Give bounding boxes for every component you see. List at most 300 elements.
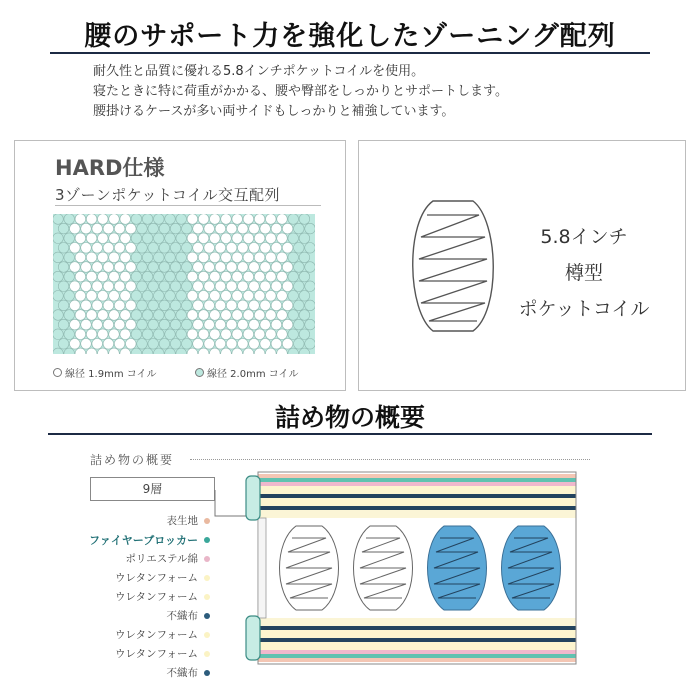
coil-cell	[53, 291, 63, 302]
coil-cell	[288, 310, 299, 321]
layer-item	[30, 606, 210, 625]
coil-cell	[266, 291, 277, 302]
layer-name: ウレタンフォーム	[114, 572, 198, 584]
filling-label: 詰め物の概要	[90, 453, 175, 467]
coil-cell	[238, 243, 249, 254]
layer-item	[30, 644, 210, 663]
coil-cell	[64, 329, 75, 340]
coil-cell	[109, 291, 120, 302]
coil-cell	[182, 223, 193, 234]
coil-cell	[86, 329, 97, 340]
coil-cell	[277, 291, 288, 302]
coil-cell	[282, 243, 293, 254]
coil-cell	[238, 300, 249, 311]
coil-cell	[131, 329, 142, 340]
coil-cell	[103, 281, 114, 292]
coil-cell	[260, 339, 271, 350]
coil-cell	[154, 291, 165, 302]
coil-cell	[271, 300, 282, 311]
coil-cell	[165, 329, 176, 340]
coil-cell	[92, 339, 103, 350]
coil-cell	[142, 329, 153, 340]
coil-cell	[98, 214, 109, 224]
coil-cell	[221, 252, 232, 263]
coil-cell	[271, 223, 282, 234]
coil-cell	[215, 319, 226, 330]
coil-description	[509, 219, 659, 327]
coil-cell	[114, 319, 125, 330]
coil-cell	[238, 262, 249, 273]
coil-cell	[120, 291, 131, 302]
coil-cell	[260, 300, 271, 311]
layer-count-box: 9層	[90, 477, 215, 501]
coil-cell	[170, 262, 181, 273]
coil-cell	[58, 300, 69, 311]
coil-cell	[86, 271, 97, 282]
coil-cell	[198, 233, 209, 244]
coil-cell	[170, 223, 181, 234]
coil-cell	[120, 329, 131, 340]
legend-thick-coil	[195, 365, 298, 380]
layer-item	[30, 530, 210, 549]
intro-line-3: 腰掛けるケースが多い両サイドもしっかりと補強しています。	[93, 104, 455, 119]
coil-cell	[271, 262, 282, 273]
coil-cell	[305, 300, 315, 311]
coil-cell	[294, 223, 305, 234]
coil-cell	[299, 233, 310, 244]
coil-cell	[226, 319, 237, 330]
coil-cell	[103, 223, 114, 234]
coil-cell	[271, 243, 282, 254]
coil-cell	[159, 339, 170, 350]
coil-cell	[53, 252, 63, 263]
coil-cell	[204, 319, 215, 330]
layer-name: 表生地	[166, 515, 198, 527]
coil-cell	[271, 339, 282, 350]
coil-cell	[92, 281, 103, 292]
coil-cell	[170, 300, 181, 311]
coil-cell	[142, 271, 153, 282]
coil-cell	[232, 310, 243, 321]
coil-cell	[103, 319, 114, 330]
layer-name: ウレタンフォーム	[114, 648, 198, 660]
coil-cell	[215, 243, 226, 254]
coil-cell	[198, 252, 209, 263]
coil-cell	[98, 310, 109, 321]
layer-name: ファイヤーブロッカー	[88, 533, 198, 547]
coil-cell	[198, 291, 209, 302]
coil-cell	[64, 233, 75, 244]
coil-cell	[294, 243, 305, 254]
layer-item	[30, 549, 210, 568]
coil-cell	[254, 271, 265, 282]
coil-cell	[243, 310, 254, 321]
coil-cell	[70, 300, 81, 311]
coil-cell	[226, 281, 237, 292]
mattress-cross-section	[200, 468, 580, 678]
coil-cell	[187, 271, 198, 282]
coil-cell	[299, 214, 310, 224]
coil-cell	[305, 262, 315, 273]
coil-cell	[64, 271, 75, 282]
coil-cell	[294, 262, 305, 273]
top-layer-stack	[258, 474, 576, 518]
coil-cell	[182, 243, 193, 254]
coil-cell	[254, 252, 265, 263]
coil-cell	[221, 329, 232, 340]
coil-cell	[260, 223, 271, 234]
coil-cell	[204, 281, 215, 292]
coil-cell	[98, 329, 109, 340]
coil-cell	[86, 291, 97, 302]
coil-cell	[53, 214, 63, 224]
hard-spec-divider	[55, 205, 321, 206]
coil-cell	[266, 271, 277, 282]
coil-cell	[232, 252, 243, 263]
coil-cell	[81, 281, 92, 292]
coil-cell	[75, 291, 86, 302]
coil-cell	[243, 271, 254, 282]
coil-cell	[170, 243, 181, 254]
coil-cell	[154, 233, 165, 244]
coil-cell	[305, 281, 315, 292]
coil-cell	[193, 281, 204, 292]
filling-dotted-line	[190, 459, 590, 460]
coil-cell	[249, 300, 260, 311]
coil-cell	[109, 214, 120, 224]
coil-cell	[243, 214, 254, 224]
coil-cell	[187, 310, 198, 321]
intro-line-2: 寝たときに特に荷重がかかる、腰や臀部をしっかりとサポートします。	[93, 84, 508, 99]
coil-cell	[64, 252, 75, 263]
layer-name: ウレタンフォーム	[114, 591, 198, 603]
coil-cell	[198, 271, 209, 282]
coil-cell	[294, 281, 305, 292]
coil-cell	[249, 339, 260, 350]
coil-cell	[53, 310, 63, 321]
coil-cell	[288, 271, 299, 282]
coil-cell	[215, 262, 226, 273]
coil-cell	[159, 223, 170, 234]
coil-cell	[254, 329, 265, 340]
coil-cell	[58, 223, 69, 234]
coil-cell	[131, 233, 142, 244]
coil-cell	[148, 319, 159, 330]
coil-cell	[170, 281, 181, 292]
coil-cell	[299, 291, 310, 302]
coil-cell	[142, 233, 153, 244]
coil-cell	[243, 329, 254, 340]
coil-cell	[137, 281, 148, 292]
coil-cell	[70, 223, 81, 234]
coil-cell	[176, 329, 187, 340]
coil-cell	[70, 339, 81, 350]
coil-cell	[114, 262, 125, 273]
coil-cell	[109, 271, 120, 282]
coil-cell	[294, 339, 305, 350]
coil-cell	[92, 223, 103, 234]
coil-cell	[305, 319, 315, 330]
coil-cell	[266, 214, 277, 224]
coil-cell	[126, 281, 137, 292]
coil-cell	[70, 262, 81, 273]
coil-cell	[131, 310, 142, 321]
coil-cell	[260, 243, 271, 254]
hard-spec-subtitle: 3ゾーンポケットコイル交互配列	[55, 186, 280, 204]
coil-cell	[98, 252, 109, 263]
intro-line-1: 耐久性と品質に優れる5.8インチポケットコイルを使用。	[93, 64, 425, 79]
legend-thick-label: 線径 2.0mm コイル	[207, 369, 299, 380]
legend-thin-dot	[53, 368, 62, 377]
coil-cell	[109, 310, 120, 321]
legend-thin-coil	[53, 365, 156, 380]
coil-cell	[193, 262, 204, 273]
coil-cell	[120, 233, 131, 244]
coil-cell	[226, 243, 237, 254]
coil-cell	[305, 339, 315, 350]
filling-divider	[48, 433, 652, 435]
coil-cell	[154, 310, 165, 321]
coil-cell	[142, 214, 153, 224]
title-divider	[50, 52, 650, 54]
coil-cell	[148, 300, 159, 311]
coil-cell	[215, 339, 226, 350]
coil-cell	[176, 233, 187, 244]
coil-cell	[294, 319, 305, 330]
coil-cell	[210, 291, 221, 302]
coil-cell	[282, 223, 293, 234]
coil-cell	[260, 319, 271, 330]
coil-cell	[254, 233, 265, 244]
coil-cell	[266, 310, 277, 321]
coil-cell	[282, 339, 293, 350]
coil-cell	[232, 329, 243, 340]
coil-cell	[75, 329, 86, 340]
coil-cell	[165, 271, 176, 282]
coil-cell	[277, 271, 288, 282]
coil-cell	[165, 252, 176, 263]
coil-cell	[282, 300, 293, 311]
coil-cell	[159, 300, 170, 311]
coil-cell	[126, 319, 137, 330]
coil-cell	[238, 339, 249, 350]
coil-cell	[277, 310, 288, 321]
coil-cell	[98, 233, 109, 244]
coil-cell	[75, 310, 86, 321]
coil-cell	[288, 329, 299, 340]
coil-cell	[165, 310, 176, 321]
coil-cell	[198, 329, 209, 340]
coil-cell	[126, 300, 137, 311]
coil-cell	[70, 281, 81, 292]
coil-cell	[70, 243, 81, 254]
coil-cell	[249, 319, 260, 330]
coil-cell	[187, 252, 198, 263]
coil-cell	[282, 262, 293, 273]
coil-cell	[238, 319, 249, 330]
coil-cell	[154, 214, 165, 224]
coil-cell	[182, 281, 193, 292]
coil-cell	[159, 281, 170, 292]
coil-cell	[81, 243, 92, 254]
coil-cell	[288, 233, 299, 244]
coil-cell	[176, 271, 187, 282]
coil-cell	[204, 243, 215, 254]
coil-cell	[176, 291, 187, 302]
coil-cell	[137, 300, 148, 311]
coil-cell	[75, 233, 86, 244]
layer-item	[30, 587, 210, 606]
coil-cell	[288, 291, 299, 302]
coil-cell	[165, 214, 176, 224]
coil-cell	[249, 223, 260, 234]
coil-cell	[210, 329, 221, 340]
coil-cell	[294, 300, 305, 311]
coil-cell	[109, 329, 120, 340]
legend-thick-dot	[195, 368, 204, 377]
coil-cell	[92, 319, 103, 330]
coil-cell	[120, 252, 131, 263]
coil-cell	[187, 291, 198, 302]
coil-cell	[131, 291, 142, 302]
coil-cell	[58, 262, 69, 273]
coil-cell	[148, 339, 159, 350]
coil-cell	[260, 262, 271, 273]
coil-cell	[131, 271, 142, 282]
coil-cell	[58, 281, 69, 292]
coil-cell	[215, 223, 226, 234]
coil-cell	[221, 271, 232, 282]
coil-cell	[187, 214, 198, 224]
coil-cell	[204, 262, 215, 273]
coil-cell	[182, 262, 193, 273]
coil-cell	[299, 310, 310, 321]
coil-cell	[142, 310, 153, 321]
coil-cell	[277, 329, 288, 340]
coil-cell	[114, 339, 125, 350]
coil-cell	[249, 262, 260, 273]
coil-cell	[243, 233, 254, 244]
coil-cell	[210, 214, 221, 224]
coil-cell	[92, 262, 103, 273]
coil-cell	[109, 252, 120, 263]
coil-cell	[120, 271, 131, 282]
coil-panel	[358, 140, 686, 391]
coil-cell	[148, 262, 159, 273]
coil-cell	[226, 339, 237, 350]
coil-cell	[170, 339, 181, 350]
hard-spec-panel	[14, 140, 346, 391]
coil-cell	[114, 281, 125, 292]
coil-cell	[86, 252, 97, 263]
coil-cell	[159, 243, 170, 254]
coil-cell	[131, 252, 142, 263]
coil-cell	[131, 214, 142, 224]
coil-cell	[114, 300, 125, 311]
coil-cell	[210, 252, 221, 263]
coil-zone-grid	[53, 214, 315, 354]
coil-cell	[148, 281, 159, 292]
coil-cell	[182, 339, 193, 350]
coil-cell	[249, 281, 260, 292]
coil-cell	[81, 300, 92, 311]
coil-cell	[238, 281, 249, 292]
coil-cell	[103, 262, 114, 273]
coil-cell	[137, 262, 148, 273]
coil-cell	[81, 319, 92, 330]
coil-cell	[193, 339, 204, 350]
coil-cell	[299, 271, 310, 282]
coil-cell	[288, 252, 299, 263]
coil-cell	[154, 329, 165, 340]
coil-cell	[254, 214, 265, 224]
coil-cell	[86, 214, 97, 224]
hard-spec-title: HARD仕様	[55, 156, 165, 180]
coil-type-label: ポケットコイル	[518, 298, 650, 320]
coil-cell	[305, 243, 315, 254]
coil-row	[280, 526, 561, 610]
coil-cell	[187, 329, 198, 340]
coil-cell	[232, 271, 243, 282]
coil-cell	[277, 233, 288, 244]
coil-cell	[182, 319, 193, 330]
coil-cell	[210, 310, 221, 321]
coil-cell	[148, 223, 159, 234]
coil-cell	[226, 262, 237, 273]
coil-cell	[232, 233, 243, 244]
coil-cell	[254, 310, 265, 321]
filling-section-title: 詰め物の概要	[274, 403, 425, 432]
coil-cell	[204, 300, 215, 311]
coil-cell	[126, 223, 137, 234]
barrel-coil-illustration	[403, 199, 503, 333]
coil-cell	[165, 233, 176, 244]
intro-text	[93, 62, 653, 122]
layer-item	[30, 625, 210, 644]
coil-cell	[176, 310, 187, 321]
coil-cell	[249, 243, 260, 254]
coil-cell	[215, 281, 226, 292]
coil-cell	[64, 310, 75, 321]
coil-cell	[114, 223, 125, 234]
page-title: 腰のサポート力を強化したゾーニング配列	[84, 21, 616, 52]
coil-cell	[277, 214, 288, 224]
coil-cell	[154, 252, 165, 263]
coil-cell	[126, 339, 137, 350]
coil-cell	[103, 300, 114, 311]
coil-cell	[75, 214, 86, 224]
coil-cell	[288, 214, 299, 224]
coil-cell	[154, 271, 165, 282]
coil-cell	[64, 291, 75, 302]
coil-cell	[221, 214, 232, 224]
coil-cell	[221, 310, 232, 321]
coil-cell	[204, 339, 215, 350]
coil-cell	[182, 300, 193, 311]
coil-cell	[109, 233, 120, 244]
coil-cell	[92, 243, 103, 254]
coil-cell	[266, 252, 277, 263]
coil-cell	[226, 300, 237, 311]
coil-cell	[193, 319, 204, 330]
coil-cell	[98, 271, 109, 282]
coil-cell	[120, 214, 131, 224]
coil-cell	[81, 223, 92, 234]
coil-cell	[232, 214, 243, 224]
coil-cell	[75, 252, 86, 263]
coil-cell	[159, 319, 170, 330]
bottom-layer-stack	[258, 618, 576, 662]
